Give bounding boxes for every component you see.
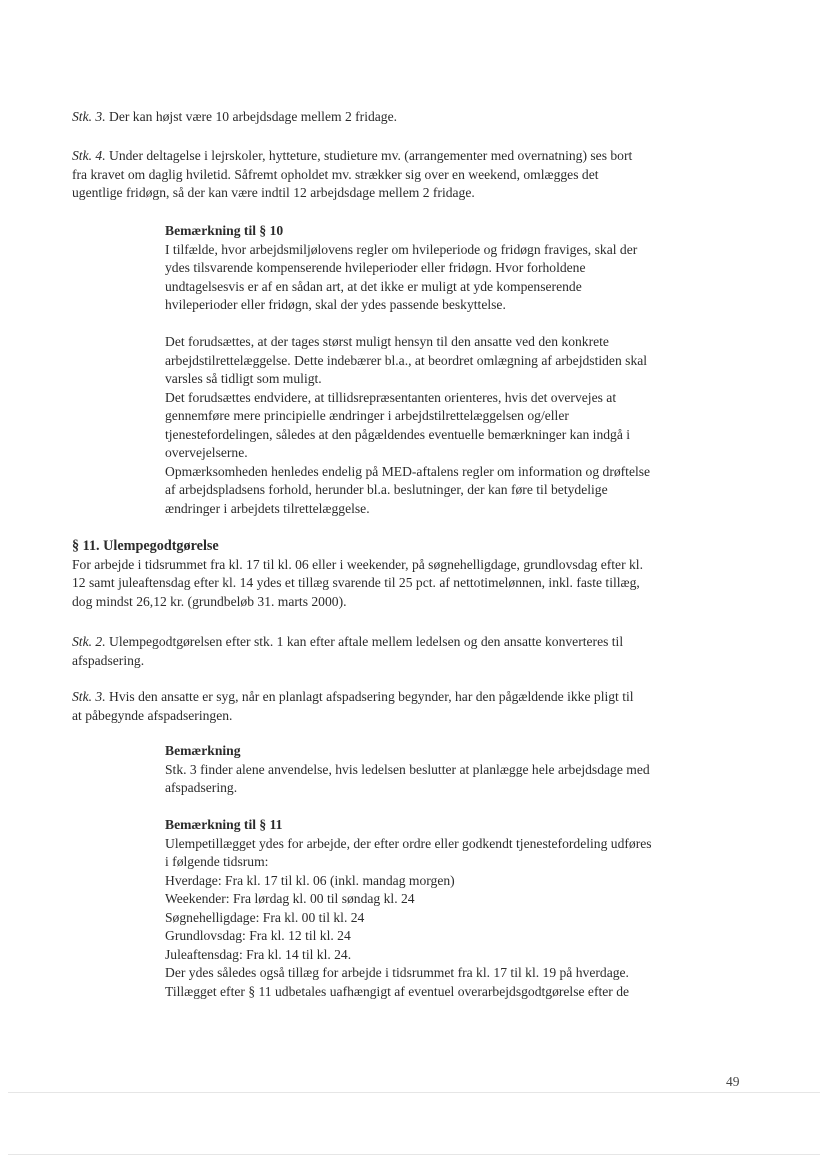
remark-line: afspadsering. [165,780,238,795]
s11-stk3-label: Stk. 3. [72,689,106,704]
page-bottom-edge [8,1154,820,1155]
remark-heading: Bemærkning [165,743,241,758]
remark-10b-line: Det forudsættes, at der tages størst muligt hensyn til den ansatte ved den konkrete [165,334,609,349]
remark-10-line: I tilfælde, hvor arbejdsmiljølovens regler om hvileperiode og fridøgn fraviges, skal der [165,241,638,257]
stk4-line: fra kravet om daglig hviletid. Såfremt opholdet mv. strækker sig over en weekend, omlægges det [72,166,599,182]
s11-stk3-line: at påbegynde afspadseringen. [72,707,233,723]
remark-10b-line: gennemføre mere principielle ændringer i arbejdstilrettelæggelsen og/eller [165,408,569,423]
remark-line: Stk. 3 finder alene anvendelse, hvis ledelsen beslutter at planlægge hele arbejdsdage med [165,761,650,777]
remark-10 [165,222,765,315]
remark-10b-line: arbejdstilrettelæggelse. Dette indebærer bl.a., at beordret omlægning af arbejdstiden skal [165,352,648,368]
remark-10-line: undtagelsesvis er af en sådan art, at det ikke er muligt at yde kompenserende [165,278,582,294]
section-11-stk2 [72,633,762,670]
stk4-line: Stk. 4. Under deltagelse i lejrskoler, hytteture, studieture mv. (arrangementer med overnatning) ses bort [72,148,633,163]
stk3-line: Stk. 3. Der kan højst være 10 arbejdsdage mellem 2 fridage. [72,109,398,124]
remark-11-line: Ulempetillægget ydes for arbejde, der efter ordre eller godkendt tjenestefordeling udføres [165,835,652,851]
remark-11-line: Weekender: Fra lørdag kl. 00 til søndag kl. 24 [165,891,415,906]
remark-10b-line: af arbejdspladsens forhold, herunder bl.a. beslutninger, der kan føre til betydelige [165,482,608,497]
remark [165,742,765,798]
remark-10-heading: Bemærkning til § 10 [165,223,284,238]
footer-divider [8,1092,820,1093]
s11-stk3-line: Stk. 3. Hvis den ansatte er syg, når en planlagt afspadsering begynder, har den pågældende ikke pligt til [72,689,634,704]
remark-10b-line: tjenestefordelingen, således at den pågældendes eventuelle bemærkninger kan indgå i [165,426,631,442]
remark-10b-line: ændringer i arbejdets tilrettelæggelse. [165,500,370,516]
section-11 [72,537,762,611]
remark-11 [165,816,765,1001]
remark-11-line: Hverdage: Fra kl. 17 til kl. 06 (inkl. mandag morgen) [165,872,455,888]
page-number: 49 [726,1074,740,1089]
remark-10-line: hvileperioder eller fridøgn, skal der ydes passende beskyttelse. [165,297,506,312]
stk4-paragraph [72,147,762,203]
section-11-stk3 [72,688,762,725]
remark-10-line: ydes tilsvarende kompenserende hvileperioder eller fridøgn. Hvor forholdene [165,260,586,275]
remark-10b-line: Opmærksomheden henledes endelig på MED-aftalens regler om information og drøftelse [165,463,651,479]
remark-11-line: Grundlovsdag: Fra kl. 12 til kl. 24 [165,928,351,943]
remark-10b-line: overvejelserne. [165,445,248,460]
remark-11-line: Søgnehelligdage: Fra kl. 00 til kl. 24 [165,909,365,925]
s11-stk2-line: afspadsering. [72,652,145,668]
section-11-line: 12 samt juleaftensdag efter kl. 14 ydes et tillæg svarende til 25 pct. af nettotimelønnen, inkl. faste tillæg, [72,575,640,590]
section-11-line: dog mindst 26,12 kr. (grundbeløb 31. marts 2000). [72,593,347,609]
remark-10b-line: varsles så tidligt som muligt. [165,371,322,386]
stk3-paragraph [72,108,762,127]
stk3-label: Stk. 3. [72,109,106,124]
section-11-line: For arbejde i tidsrummet fra kl. 17 til kl. 06 eller i weekender, på søgnehelligdage, grundlovsdag efter kl. [72,556,643,572]
s11-stk2-line: Stk. 2. Ulempegodtgørelsen efter stk. 1 kan efter aftale mellem ledelsen og den ansatte konverteres til [72,634,624,649]
remark-11-heading: Bemærkning til § 11 [165,817,283,832]
remark-11-line: Der ydes således også tillæg for arbejde i tidsrummet fra kl. 17 til kl. 19 på hverdage. [165,965,629,980]
s11-stk2-label: Stk. 2. [72,634,106,649]
stk4-line: ugentlige fridøgn, så der kan være indtil 12 arbejdsdage mellem 2 fridage. [72,185,475,200]
remark-11-line: Juleaftensdag: Fra kl. 14 til kl. 24. [165,946,352,962]
remark-10b-line: Det forudsættes endvidere, at tillidsrepræsentanten orienteres, hvis det overvejes at [165,389,617,405]
section-11-heading: § 11. Ulempegodtgørelse [72,538,219,554]
stk4-label: Stk. 4. [72,148,106,163]
remark-11-line: Tillægget efter § 11 udbetales uafhængigt af eventuel overarbejdsgodtgørelse efter de [165,983,630,999]
remark-10-continued [165,333,765,518]
remark-11-line: i følgende tidsrum: [165,854,269,869]
